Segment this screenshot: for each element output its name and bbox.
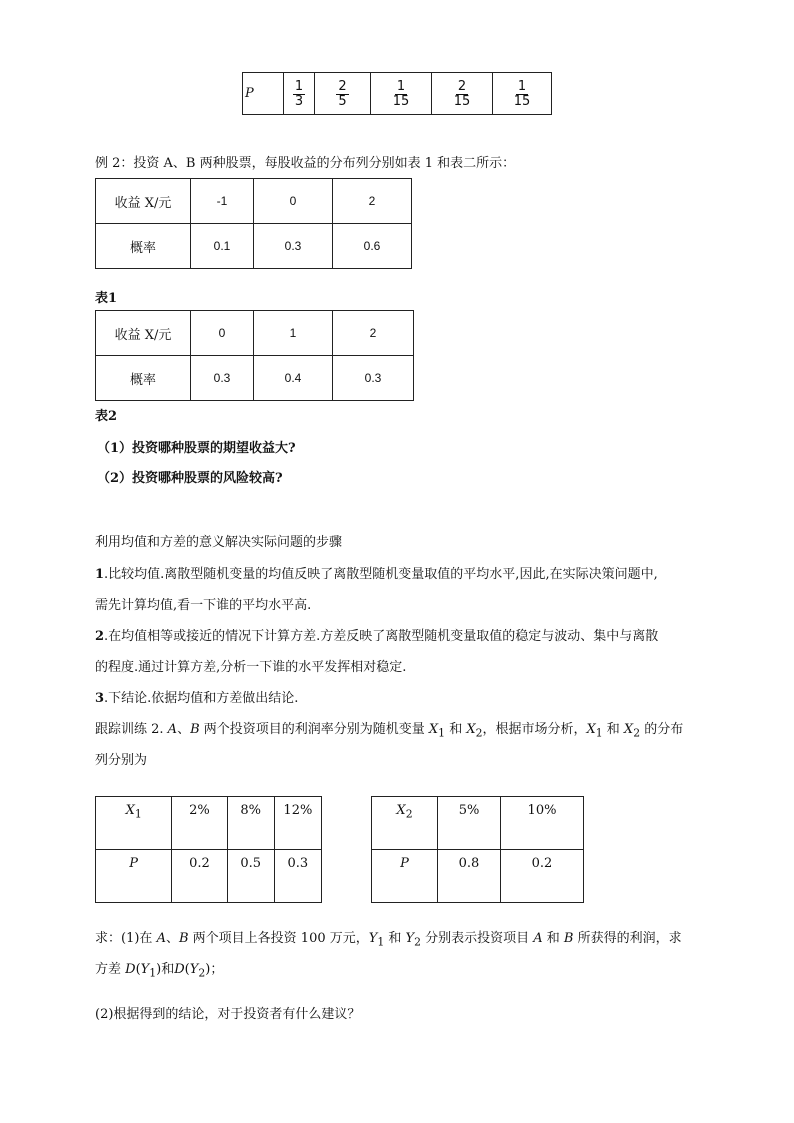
table2-cell: 0.3 (333, 356, 414, 401)
prob-cell-3: $\frac{1}{15}$ (371, 73, 432, 115)
x2-label: $X_2$ (372, 797, 438, 850)
step-2-number: 2 (95, 629, 105, 644)
probability-table-top (242, 72, 552, 115)
question-2: （2）投资哪种股票的风险较高? (97, 471, 283, 486)
x1-label: $X_1$ (96, 797, 172, 850)
x1-p-label: P (96, 850, 172, 903)
x2-cell: 10% (501, 797, 584, 850)
table1-cell: -1 (191, 179, 254, 224)
question-part-1-line-2: 方差 $D(Y_1)$和$D(Y_2)$； (95, 962, 224, 980)
table2-cell: 0.3 (191, 356, 254, 401)
table1-cell: 0.1 (191, 224, 254, 269)
table2-cell: 1 (254, 311, 333, 356)
table2-caption: 表2 (95, 409, 118, 424)
table1-cell: 0.3 (254, 224, 333, 269)
stock-table-1 (95, 178, 412, 269)
tracking-line-2: 列分别为 (95, 753, 148, 768)
table2-cell: 0 (191, 311, 254, 356)
step-2-line-2: 的程度.通过计算方差,分析一下谁的水平发挥相对稳定. (95, 660, 407, 675)
question-1: （1）投资哪种股票的期望收益大? (97, 441, 296, 456)
p-label: P (243, 73, 284, 115)
x1-cell: 0.3 (274, 850, 321, 903)
step-2-line-1: 2.在均值相等或接近的情况下计算方差.方差反映了离散型随机变量取值的稳定与波动、集中与离散 (95, 629, 659, 644)
table1-cell: 2 (333, 179, 412, 224)
x1-cell: 12% (274, 797, 321, 850)
x1-cell: 8% (227, 797, 274, 850)
table1-prob-label: 概率 (96, 224, 191, 269)
table2-header-label: 收益 X/元 (96, 311, 191, 356)
step-1-line-1: 1.比较均值.离散型随机变量的均值反映了离散型随机变量取值的平均水平,因此,在实际决策问题中, (95, 567, 658, 582)
table1-header-label: 收益 X/元 (96, 179, 191, 224)
x2-cell: 0.2 (501, 850, 584, 903)
table2-cell: 2 (333, 311, 414, 356)
prob-cell-1: $\frac{1}{3}$ (284, 73, 315, 115)
x2-distribution-table (371, 796, 584, 903)
x1-cell: 2% (172, 797, 227, 850)
table1-cell: 0.6 (333, 224, 412, 269)
step-1-line-2: 需先计算均值,看一下谁的平均水平高. (95, 598, 312, 613)
table1-cell: 0 (254, 179, 333, 224)
question-part-1-line-1: 求：(1)在 A、B 两个项目上各投资 100 万元，$Y_1$ 和 $Y_2$ 分别表示投资项目 A 和 B 所获得的利润，求 (95, 931, 682, 949)
x2-cell: 0.8 (438, 850, 501, 903)
table2-prob-label: 概率 (96, 356, 191, 401)
steps-title: 利用均值和方差的意义解决实际问题的步骤 (95, 535, 343, 550)
prob-cell-2: $\frac{2}{5}$ (315, 73, 371, 115)
table2-cell: 0.4 (254, 356, 333, 401)
x1-distribution-table (95, 796, 322, 903)
x1-cell: 0.2 (172, 850, 227, 903)
table1-caption: 表1 (95, 291, 118, 306)
question-part-2: (2)根据得到的结论，对于投资者有什么建议？ (95, 1007, 361, 1022)
stock-table-2 (95, 310, 414, 401)
x2-cell: 5% (438, 797, 501, 850)
prob-cell-5: $\frac{1}{15}$ (493, 73, 552, 115)
step-1-number: 1 (95, 567, 105, 582)
example2-intro: 例 2：投资 A、B 两种股票，每股收益的分布列分别如表 1 和表二所示： (95, 156, 516, 171)
step-3-number: 3 (95, 691, 105, 706)
x2-p-label: P (372, 850, 438, 903)
step-3: 3.下结论.依据均值和方差做出结论. (95, 691, 299, 706)
x1-cell: 0.5 (227, 850, 274, 903)
tracking-line-1: 跟踪训练 2. A、B 两个投资项目的利润率分别为随机变量 $X_1$ 和 $X_2$，根据市场分析，$X_1$ 和 $X_2$ 的分布 (95, 722, 684, 740)
prob-cell-4: $\frac{2}{15}$ (432, 73, 493, 115)
